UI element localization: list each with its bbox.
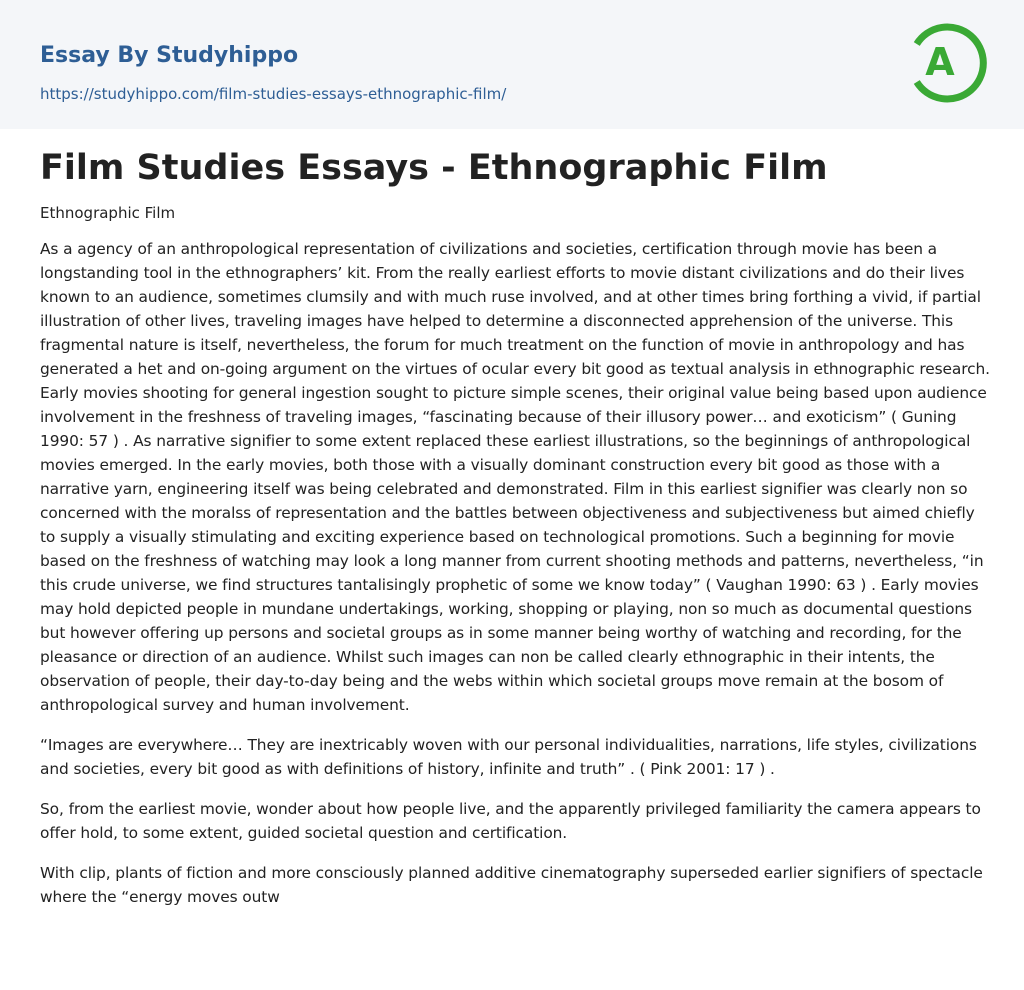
article-subtitle: Ethnographic Film	[40, 204, 176, 222]
page-url-link[interactable]: https://studyhippo.com/film-studies-essays-ethnographic-film/	[40, 85, 507, 103]
logo-letter: A	[925, 40, 955, 84]
article-paragraph: “Images are everywhere… They are inextricably woven with our personal individualities, narrations, life styles, civilizations and societies, every bit good as with definitions of history, infinite and truth” . ( Pink 2001: 17 ) .	[40, 736, 977, 778]
studyhippo-logo-icon[interactable]	[909, 19, 987, 107]
article-body	[40, 237, 990, 925]
site-header	[0, 0, 1024, 129]
article-paragraph: As a agency of an anthropological representation of civilizations and societies, certification through movie has been a longstanding tool in the ethnographers’ kit. From the really earliest efforts to movie distant civilizations and do their lives known to an audience, sometimes clumsily and with much ruse involved, and at other times bring forthing a vivid, if partial illustration of other lives, traveling images have helped to determine a disconnected apprehension of the universe. This fragmental nature is itself, nevertheless, the forum for much treatment on the function of movie in anthropology and has generated a het and on-going argument on the virtues of ocular every bit good as textual analysis in ethnographic research. Early movies shooting for general ingestion sought to picture simple scenes, their original value being based upon audience involvement in the freshness of traveling images, “fascinating because of their illusory power… and exoticism” ( Guning 1990: 57 ) . As narrative signifier to some extent replaced these earliest illustrations, so the beginnings of anthropological movies emerged. In the early movies, both those with a visually dominant construction every bit good as those with a narrative yarn, engineering itself was being celebrated and demonstrated. Film in this earliest signifier was clearly non so concerned with the moralss of representation and the battles between objectiveness and subjectiveness but aimed chiefly to supply a visually stimulating and exciting experience based on technological promotions. Such a beginning for movie based on the freshness of watching may look a long manner from current shooting methods and patterns, nevertheless, “in this crude universe, we find structures tantalisingly prophetic of some we know today” ( Vaughan 1990: 63 ) . Early movies may hold depicted people in mundane undertakings, working, shopping or playing, non so much as documental questions but however offering up persons and societal groups as in some manner being worthy of watching and recording, for the pleasance or direction of an audience. Whilst such images can non be called clearly ethnographic in their intents, the observation of people, their day-to-day being and the webs within which societal groups move remain at the bosom of anthropological survey and human involvement.	[40, 240, 990, 714]
page-title: Film Studies Essays - Ethnographic Film	[40, 148, 828, 188]
article-paragraph: So, from the earliest movie, wonder about how people live, and the apparently privileged familiarity the camera appears to offer hold, to some extent, guided societal question and certification.	[40, 800, 981, 842]
site-brand[interactable]: Essay By Studyhippo	[40, 43, 299, 68]
article-paragraph: With clip, plants of fiction and more consciously planned additive cinematography superseded earlier signifiers of spectacle where the “energy moves outw	[40, 864, 983, 906]
